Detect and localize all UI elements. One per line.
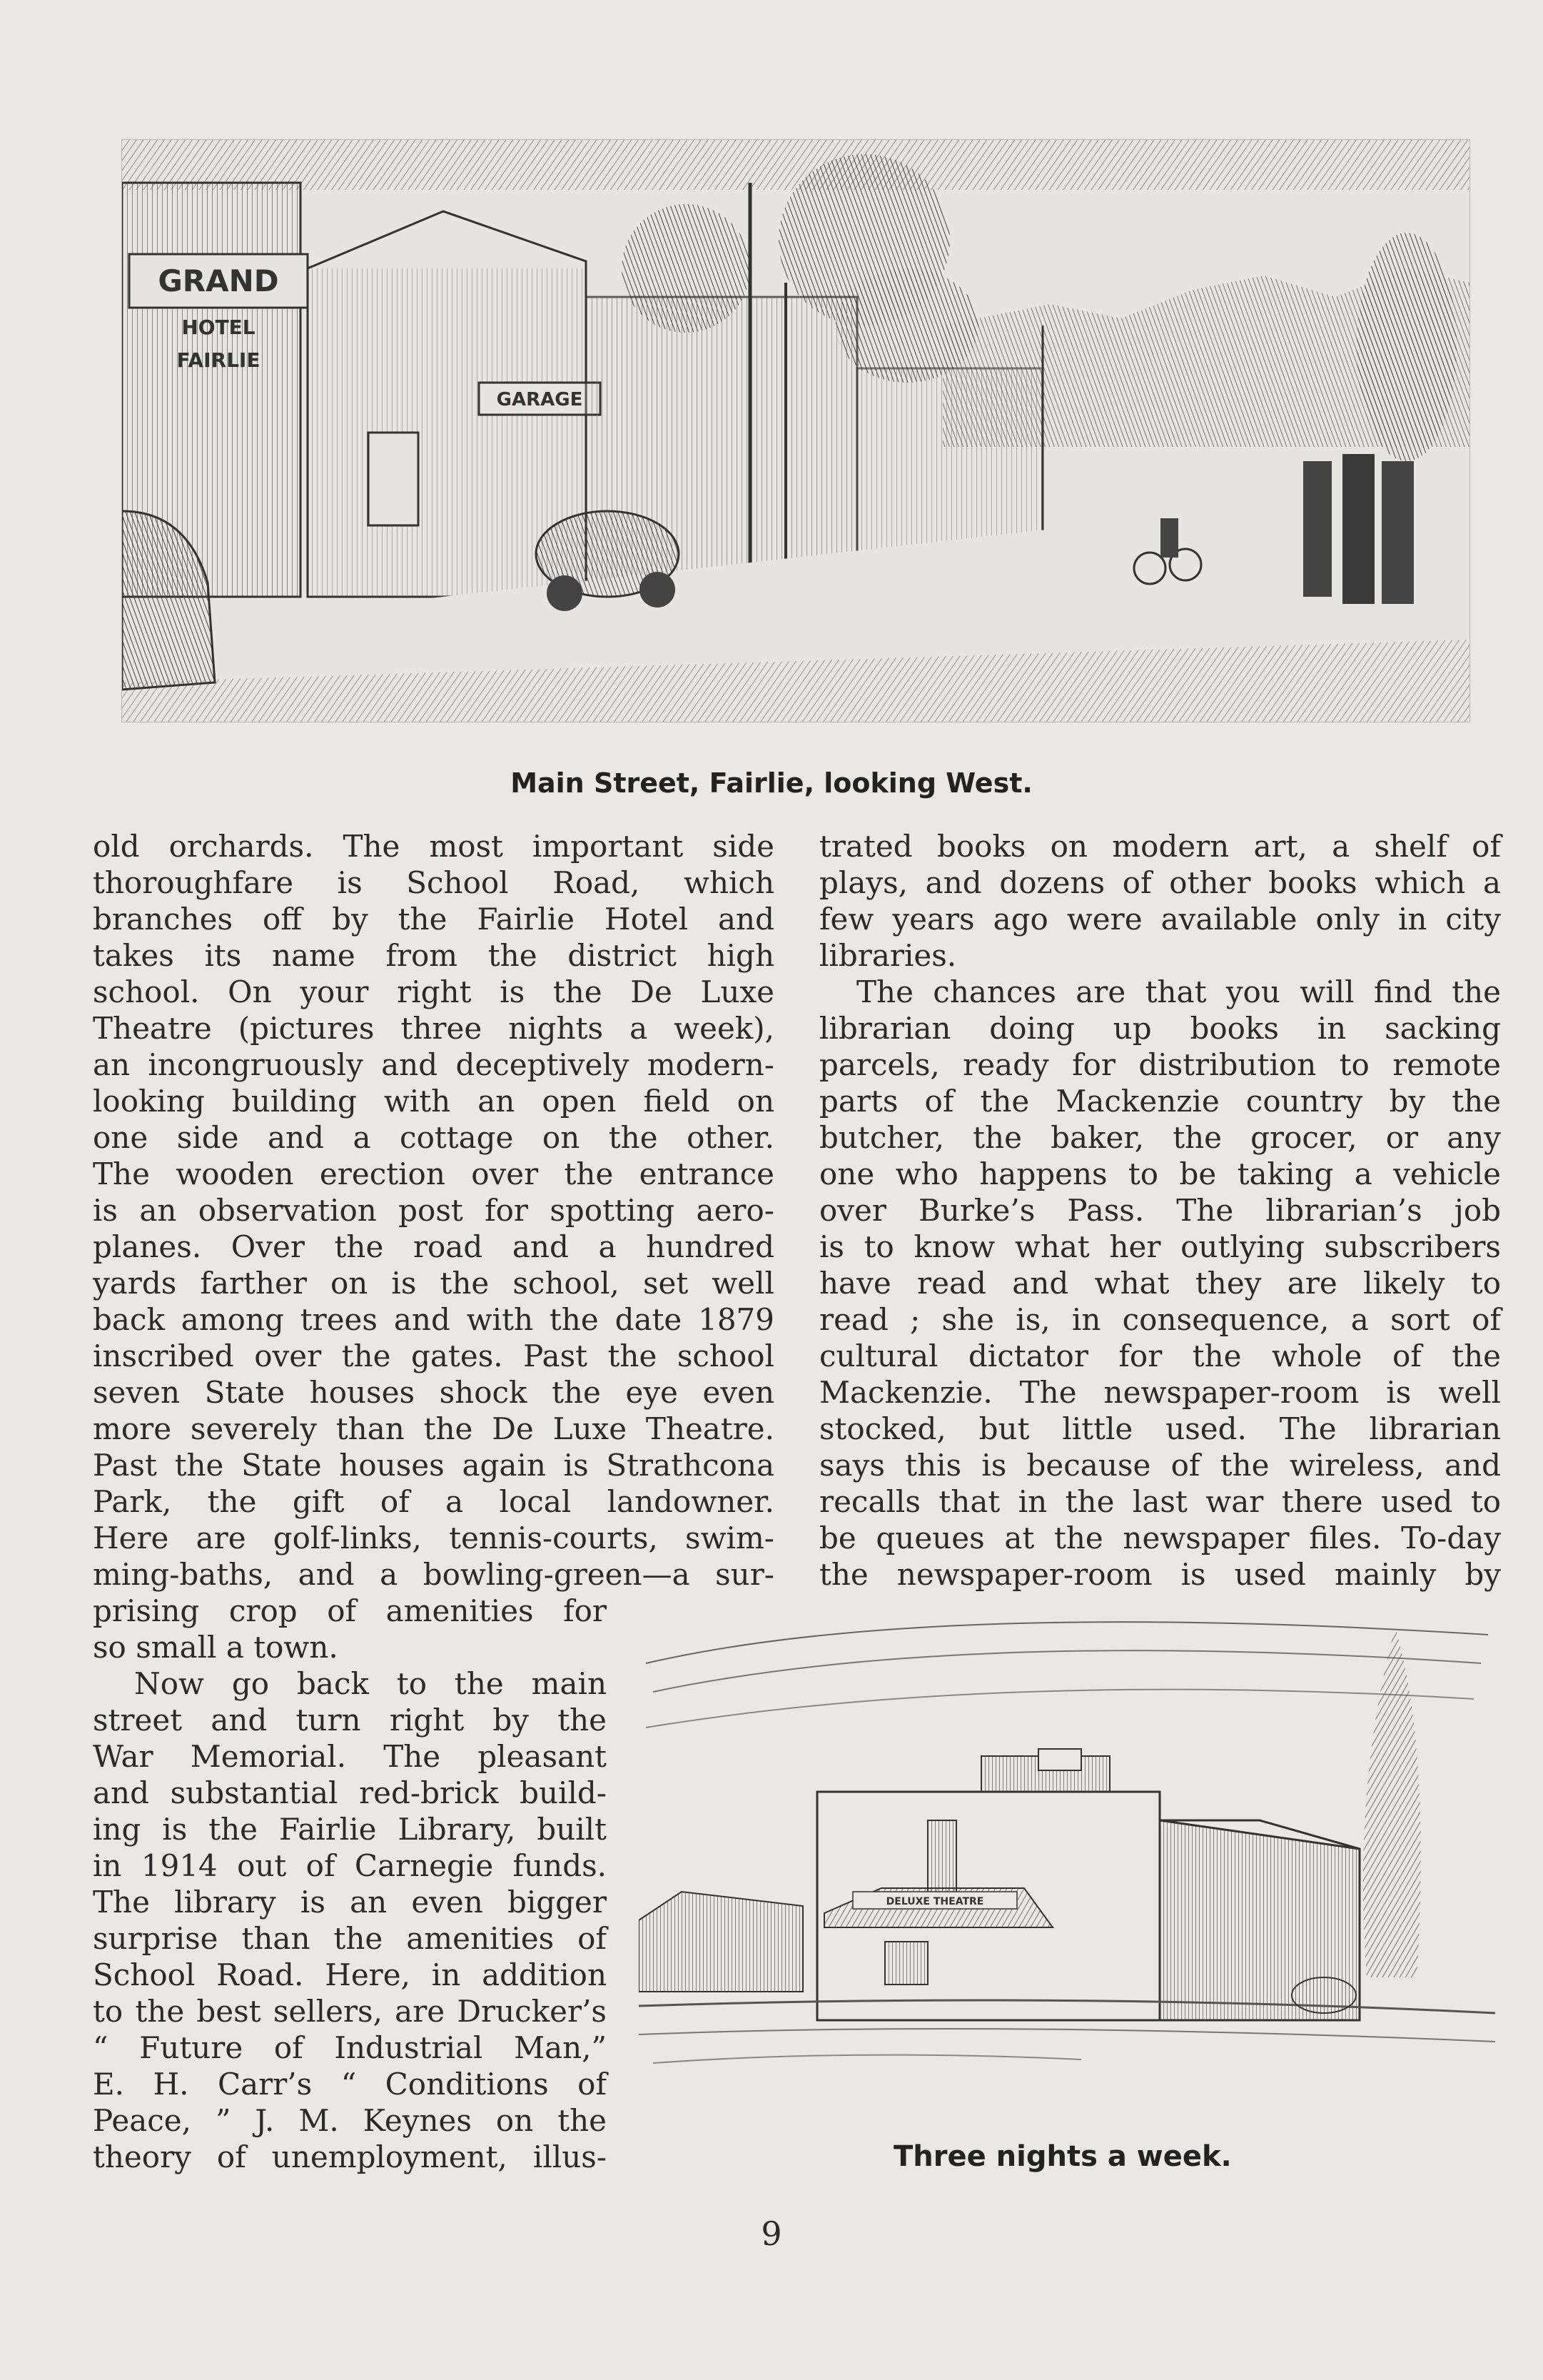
left-line: inscribed over the gates. Past the school [93, 1338, 774, 1373]
left-narrow-line: Peace, ” J. M. Keynes on the [93, 2103, 607, 2138]
right-line: one who happens to be taking a vehicle [819, 1156, 1501, 1191]
left-line: school. On your right is the De Luxe [93, 974, 774, 1009]
left-narrow-line: “ Future of Industrial Man,” [93, 2030, 607, 2065]
right-line: cultural dictator for the whole of the [819, 1338, 1501, 1373]
left-line: Here are golf-links, tennis-courts, swim- [93, 1521, 774, 1555]
theatre-sign: DELUXE THEATRE [886, 1896, 984, 1907]
right-column [819, 828, 1501, 1593]
right-line: parcels, ready for distribution to remote [819, 1047, 1501, 1082]
right-line: says this is because of the wireless, and [819, 1448, 1501, 1483]
theatre-drawing [639, 1606, 1495, 2127]
right-line: librarian doing up books in sacking [819, 1011, 1501, 1046]
left-line: an incongruously and deceptively modern- [93, 1047, 774, 1082]
left-line: Theatre (pictures three nights a week), [93, 1011, 774, 1046]
right-line: over Burke’s Pass. The librarian’s job [819, 1193, 1501, 1228]
left-narrow-line: The library is an even bigger [93, 1885, 607, 1920]
left-line: planes. Over the road and a hundred [93, 1229, 774, 1264]
right-line: recalls that in the last war there used to [819, 1484, 1501, 1519]
right-line: trated books on modern art, a shelf of [819, 829, 1501, 864]
right-line: libraries. [819, 938, 957, 973]
right-line: plays, and dozens of other books which a [819, 865, 1501, 900]
left-line: is an observation post for spotting aero- [93, 1193, 774, 1228]
left-narrow-line: theory of unemployment, illus- [93, 2139, 607, 2174]
left-narrow-line: surprise than the amenities of [93, 1921, 607, 1956]
garage-sign: GARAGE [496, 389, 583, 410]
left-narrow-line: street and turn right by the [93, 1703, 607, 1738]
bottom-figure-caption: Three nights a week. [894, 2140, 1232, 2173]
left-narrow-line: Now go back to the main [134, 1666, 607, 1701]
right-line: butcher, the baker, the grocer, or any [819, 1120, 1501, 1155]
right-line: stocked, but little used. The librarian [819, 1411, 1501, 1446]
left-narrow-line: prising crop of amenities for [93, 1593, 607, 1628]
left-narrow-line: ing is the Fairlie Library, built [93, 1812, 607, 1847]
left-narrow-column [93, 1593, 607, 2175]
left-narrow-line: so small a town. [93, 1630, 338, 1665]
right-line: parts of the Mackenzie country by the [819, 1084, 1501, 1119]
right-line: few years ago were available only in city [819, 902, 1501, 937]
left-narrow-line: School Road. Here, in addition [93, 1957, 607, 1992]
page-number: 9 [761, 2214, 782, 2253]
left-line: back among trees and with the date 1879 [93, 1302, 774, 1337]
left-line: ming-baths, and a bowling-green—a sur- [93, 1557, 774, 1592]
left-line: takes its name from the district high [93, 938, 774, 973]
hotel-sign: HOTEL [181, 316, 256, 339]
left-line: one side and a cottage on the other. [93, 1120, 774, 1155]
top-figure-caption: Main Street, Fairlie, looking West. [510, 767, 1033, 799]
left-line: Past the State houses again is Strathcona [93, 1448, 774, 1483]
right-line: The chances are that you will find the [856, 974, 1501, 1009]
left-line: yards farther on is the school, set well [93, 1266, 774, 1301]
left-narrow-line: to the best sellers, are Drucker’s [93, 1994, 607, 2029]
main-street-illustration [121, 139, 1470, 722]
left-line: looking building with an open field on [93, 1084, 774, 1119]
main-street-drawing [122, 140, 1469, 722]
left-line: old orchards. The most important side [93, 829, 774, 864]
left-narrow-line: E. H. Carr’s “ Conditions of [93, 2067, 607, 2102]
left-line: The wooden erection over the entrance [93, 1156, 774, 1191]
right-line: the newspaper-room is used mainly by [819, 1557, 1501, 1592]
left-line: Park, the gift of a local landowner. [93, 1484, 774, 1519]
left-line: branches off by the Fairlie Hotel and [93, 902, 774, 937]
left-narrow-line: War Memorial. The pleasant [93, 1739, 607, 1774]
left-line: more severely than the De Luxe Theatre. [93, 1411, 774, 1446]
right-line: have read and what they are likely to [819, 1266, 1501, 1301]
theatre-illustration [639, 1606, 1495, 2127]
grand-sign: GRAND [158, 263, 279, 298]
right-line: is to know what her outlying subscribers [819, 1229, 1501, 1264]
right-line: be queues at the newspaper files. To-day [819, 1521, 1501, 1555]
right-line: Mackenzie. The newspaper-room is well [819, 1375, 1501, 1410]
left-line: thoroughfare is School Road, which [93, 865, 774, 900]
left-narrow-line: in 1914 out of Carnegie funds. [93, 1848, 607, 1883]
left-column [93, 828, 774, 1593]
right-line: read ; she is, in consequence, a sort of [819, 1302, 1501, 1337]
left-line: seven State houses shock the eye even [93, 1375, 774, 1410]
fairlie-sign: FAIRLIE [176, 348, 260, 372]
left-narrow-line: and substantial red-brick build- [93, 1775, 607, 1810]
